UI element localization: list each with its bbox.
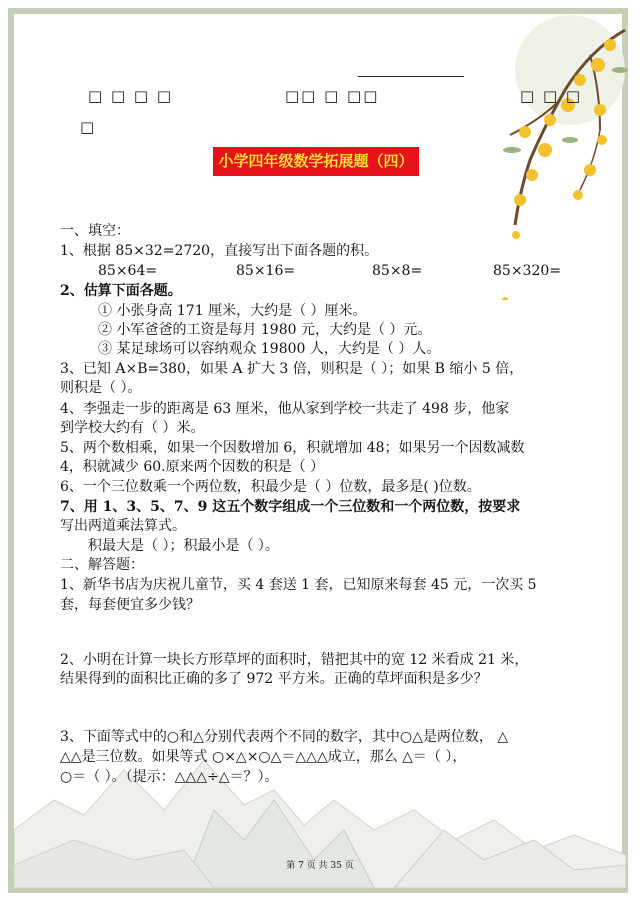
page-footer: 第 7 页 共 35 页 xyxy=(286,861,354,871)
problem-2-line-2: 结果得到的面积比正确的多了 972 平方米。正确的草坪面积是多少？ xyxy=(60,671,488,687)
header-blank-line xyxy=(358,76,464,77)
question-2-item-2: ② 小军爸爸的工资是每月 1980 元，大约是（ ）元。 xyxy=(98,322,432,338)
question-2: 2、估算下面各题。 xyxy=(60,283,182,299)
problem-3-line-2: △△是三位数。如果等式 ○×△×○△＝△△△成立，那么 △＝（ ）， xyxy=(60,749,467,765)
section-2-heading: 二、解答题： xyxy=(60,557,144,573)
section-1-heading: 一、填空： xyxy=(60,223,130,239)
calc-1d: 85×320= xyxy=(493,263,561,279)
question-2-item-3: ③ 某足球场可以容纳观众 19800 人，大约是（ ）人。 xyxy=(98,341,441,357)
question-3-line-1: 3、已知 A×B=380，如果 A 扩大 3 倍，则积是（ ）；如果 B 缩小 5 倍， xyxy=(60,361,524,377)
question-5-line-1: 5、两个数相乘，如果一个因数增加 6，积就增加 48；如果另一个因数减数 xyxy=(60,440,525,456)
calc-1b: 85×16= xyxy=(236,263,296,279)
header-row2-left: □ xyxy=(80,118,97,136)
question-3-line-2: 则积是（ ）。 xyxy=(60,380,142,396)
question-1: 1、根据 85×32=2720，直接写出下面各题的积。 xyxy=(60,243,379,259)
calc-1c: 85×8= xyxy=(372,263,423,279)
question-4-line-2: 到学校大约有（ ）米。 xyxy=(60,420,205,436)
problem-1-line-1: 1、新华书店为庆祝儿童节，买 4 套送 1 套，已知原来每套 45 元，一次买 5 xyxy=(60,577,537,593)
problem-2-line-1: 2、小明在计算一块长方形草坪的面积时，错把其中的宽 12 米看成 21 米， xyxy=(60,652,529,668)
header-row1-right: □ □ □ xyxy=(520,87,583,105)
question-7-line-1: 7、用 1、3、5、7、9 这五个数字组成一个三位数和一个两位数，按要求 xyxy=(60,499,521,515)
problem-3-line-3: ○＝（ ）。（提示：△△△÷△＝？）。 xyxy=(60,769,279,785)
header-row1-mid: □□ □ □□ xyxy=(285,87,380,105)
page-title: 小学四年级数学拓展题（四） xyxy=(213,147,419,176)
problem-1-line-2: 套，每套便宜多少钱？ xyxy=(60,597,200,613)
question-4-line-1: 4、李强走一步的距离是 63 厘米，他从家到学校一共走了 498 步，他家 xyxy=(60,401,510,417)
flower-branch-decoration xyxy=(450,10,630,300)
question-2-item-1: ① 小张身高 171 厘米，大约是（ ）厘米。 xyxy=(98,303,367,319)
header-row1-left: □ □ □ □ xyxy=(88,87,173,105)
question-5-line-2: 4，积就减少 60.原来两个因数的积是（ ） xyxy=(60,459,325,475)
question-6: 6、一个三位数乘一个两位数，积最少是（ ）位数，最多是( )位数。 xyxy=(60,479,481,495)
question-7-line-2: 写出两道乘法算式。 xyxy=(60,518,186,534)
calc-1a: 85×64= xyxy=(98,263,158,279)
problem-3-line-1: 3、下面等式中的○和△分别代表两个不同的数字，其中○△是两位数， △ xyxy=(60,729,509,745)
question-7-answers: 积最大是（ ）；积最小是（ ）。 xyxy=(88,538,279,554)
